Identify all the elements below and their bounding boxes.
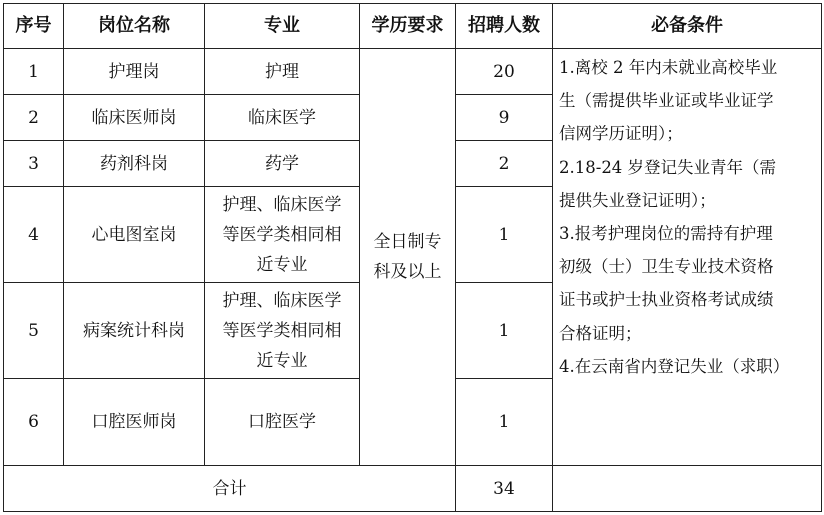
condition-line: 4.在云南省内登记失业（求职） [559,356,790,376]
total-label: 合计 [4,466,456,512]
major-line: 等医学类相同相 [222,224,342,245]
table-row [4,49,822,95]
row-count: 1 [456,283,553,379]
row-no: 3 [4,141,64,187]
row-major: 护理 [205,49,360,95]
header-count: 招聘人数 [456,4,553,49]
total-empty [553,466,822,512]
condition-line: 信网学历证明）； [559,124,683,144]
row-major [205,283,360,379]
row-post: 护理岗 [64,49,205,95]
row-major: 口腔医学 [205,379,360,466]
condition-line: 1.离校 2 年内未就业高校毕业 [559,58,778,77]
header-conditions: 必备条件 [553,4,822,49]
row-major: 临床医学 [205,95,360,141]
condition-line: 3.报考护理岗位的需持有护理 [559,224,773,244]
major-line: 护理、临床医学 [222,290,342,311]
header-education: 学历要求 [360,4,456,49]
row-major: 药学 [205,141,360,187]
row-no: 5 [4,283,64,379]
condition-line: 生（需提供毕业证或毕业证学 [559,91,774,111]
row-major [205,187,360,283]
header-row [4,4,822,49]
header-major: 专业 [205,4,360,49]
conditions-cell [553,49,822,466]
row-count: 20 [456,49,553,95]
row-post: 病案统计科岗 [64,283,205,379]
education-line: 科及以上 [373,262,442,282]
total-row [4,466,822,512]
total-count: 34 [456,466,553,512]
major-line: 近专业 [256,350,308,371]
education-line: 全日制专 [373,232,442,252]
condition-line: 证书或护士执业资格考试成绩 [559,290,774,310]
major-line: 护理、临床医学 [222,194,342,215]
condition-line: 提供失业登记证明）； [559,190,716,210]
row-no: 4 [4,187,64,283]
row-count: 1 [456,379,553,466]
row-post: 药剂科岗 [64,141,205,187]
header-post: 岗位名称 [64,4,205,49]
row-count: 9 [456,95,553,141]
condition-line: 2.18-24 岁登记失业青年（需 [559,157,777,177]
recruitment-table [3,3,822,512]
major-line: 近专业 [256,254,308,275]
row-no: 2 [4,95,64,141]
row-no: 1 [4,49,64,95]
row-count: 1 [456,187,553,283]
row-post: 心电图室岗 [64,187,205,283]
education-cell [360,49,456,466]
row-post: 口腔医师岗 [64,379,205,466]
row-count: 2 [456,141,553,187]
condition-line: 初级（士）卫生专业技术资格 [559,257,774,277]
row-no: 6 [4,379,64,466]
row-post: 临床医师岗 [64,95,205,141]
condition-line: 合格证明； [559,323,642,343]
major-line: 等医学类相同相 [222,320,342,341]
header-no: 序号 [4,4,64,49]
